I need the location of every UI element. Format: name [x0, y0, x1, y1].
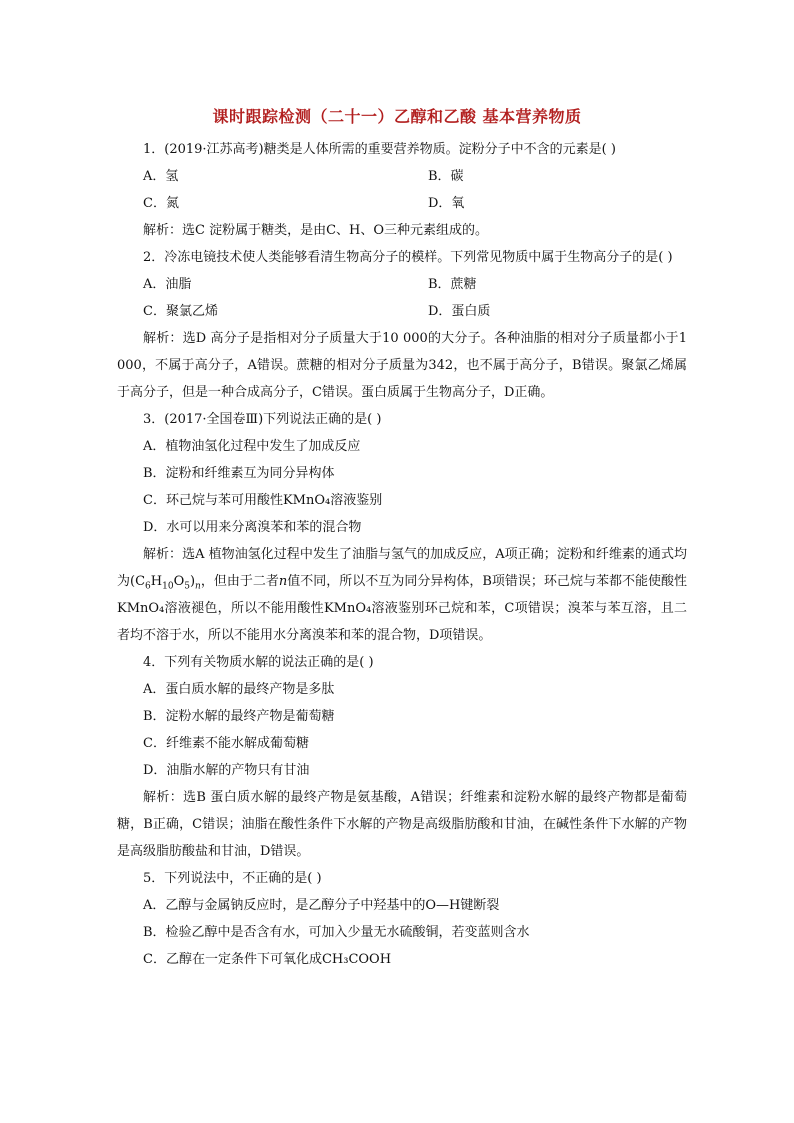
formula-subscript: 5	[184, 581, 190, 592]
question-3-option-c: C．环己烷与苯可用酸性KMnO₄溶液鉴别	[143, 493, 383, 508]
question-3-option-d: D．水可以用来分离溴苯和苯的混合物	[143, 520, 362, 535]
question-4-stem: 4．下列有关物质水解的说法正确的是( )	[143, 655, 374, 670]
question-2-options-row-1	[117, 271, 687, 298]
question-3-analysis	[117, 541, 687, 649]
formula-subscript: 6	[145, 581, 151, 592]
question-4-option-a: A．蛋白质水解的最终产物是多肽	[143, 682, 335, 697]
formula-element: O	[173, 574, 185, 589]
document-body	[117, 136, 687, 973]
question-3-analysis-part-3: 值不同，所以不互为同分异构体，B项错误；环己烷与苯都不能使酸性KMnO₄溶液褪色，所以不能用酸性KMnO₄溶液鉴别环己烷和苯，C项错误；溴苯与苯互溶，且二者均不溶于水，所以不能用水分离溴苯和苯的混合物，D项错误。	[117, 574, 687, 643]
question-5-option-c: C．乙醇在一定条件下可氧化成CH₃COOH	[143, 952, 392, 967]
question-3-option-a: A．植物油氢化过程中发生了加成反应	[143, 439, 361, 454]
question-5-stem: 5．下列说法中，不正确的是( )	[143, 871, 322, 886]
question-1-option-b: B．碳	[428, 169, 464, 184]
question-4-option-b: B．淀粉水解的最终产物是葡萄糖	[143, 709, 335, 724]
question-2-stem: 2．冷冻电镜技术使人类能够看清生物高分子的模样。下列常见物质中属于生物高分子的是( )	[143, 250, 673, 265]
question-2-option-d: D．蛋白质	[428, 304, 491, 319]
question-2-option-b: B．蔗糖	[428, 277, 477, 292]
question-3-option-b: B．淀粉和纤维素互为同分异构体	[143, 466, 335, 481]
formula-subscript: 10	[162, 581, 174, 592]
question-4-analysis: 解析：选B 蛋白质水解的最终产物是氨基酸，A错误；纤维素和淀粉水解的最终产物都是葡萄糖，B正确，C错误；油脂在酸性条件下水解的产物是高级脂肪酸和甘油，在碱性条件下水解的产物是高级脂肪酸盐和甘油，D错误。	[117, 790, 687, 859]
question-5-option-a: A．乙醇与金属钠反应时，是乙醇分子中羟基中的O—H键断裂	[143, 898, 500, 913]
question-2-analysis: 解析：选D 高分子是指相对分子质量大于10 000的大分子。各种油脂的相对分子质量都小于1 000，不属于高分子，A错误。蔗糖的相对分子质量为342，也不属于高分子，B错误。聚氯乙烯属于高分子，但是一种合成高分子，C错误。蛋白质属于生物高分子，D正确。	[117, 331, 687, 400]
question-4-option-c: C．纤维素不能水解成葡萄糖	[143, 736, 309, 751]
question-2-option-c: C．聚氯乙烯	[143, 304, 218, 319]
question-1-options-row-2	[117, 190, 687, 217]
question-2-options-row-2	[117, 298, 687, 325]
question-1-options-row-1	[117, 163, 687, 190]
variable-n: n	[278, 574, 288, 589]
question-1-option-a: A．氢	[143, 169, 179, 184]
question-3-stem: 3．(2017·全国卷Ⅲ)下列说法正确的是( )	[143, 412, 382, 427]
question-3-analysis-part-2: ，但由于二者	[200, 574, 279, 589]
formula-element: H	[150, 574, 163, 589]
question-1-option-c: C．氮	[143, 196, 179, 211]
question-1-option-d: D．氧	[428, 196, 465, 211]
question-3-analysis-part-1: 解析：选A 植物油氢化过程中发生了油脂与氢气的加成反应，A项正确；淀粉和纤维素的通式均为(C	[117, 547, 687, 589]
formula-bracket: )	[189, 574, 196, 589]
question-5-option-b: B．检验乙醇中是否含有水，可加入少量无水硫酸铜，若变蓝则含水	[143, 925, 530, 940]
question-1-analysis: 解析：选C 淀粉属于糖类，是由C、H、O三种元素组成的。	[143, 223, 489, 238]
question-4-option-d: D．油脂水解的产物只有甘油	[143, 763, 310, 778]
question-1-stem: 1．(2019·江苏高考)糖类是人体所需的重要营养物质。淀粉分子中不含的元素是( )	[143, 142, 616, 157]
page-title: 课时跟踪检测（二十一）乙醇和乙酸 基本营养物质	[212, 107, 582, 126]
formula-subscript-n: n	[195, 581, 201, 592]
question-2-option-a: A．油脂	[143, 277, 192, 292]
